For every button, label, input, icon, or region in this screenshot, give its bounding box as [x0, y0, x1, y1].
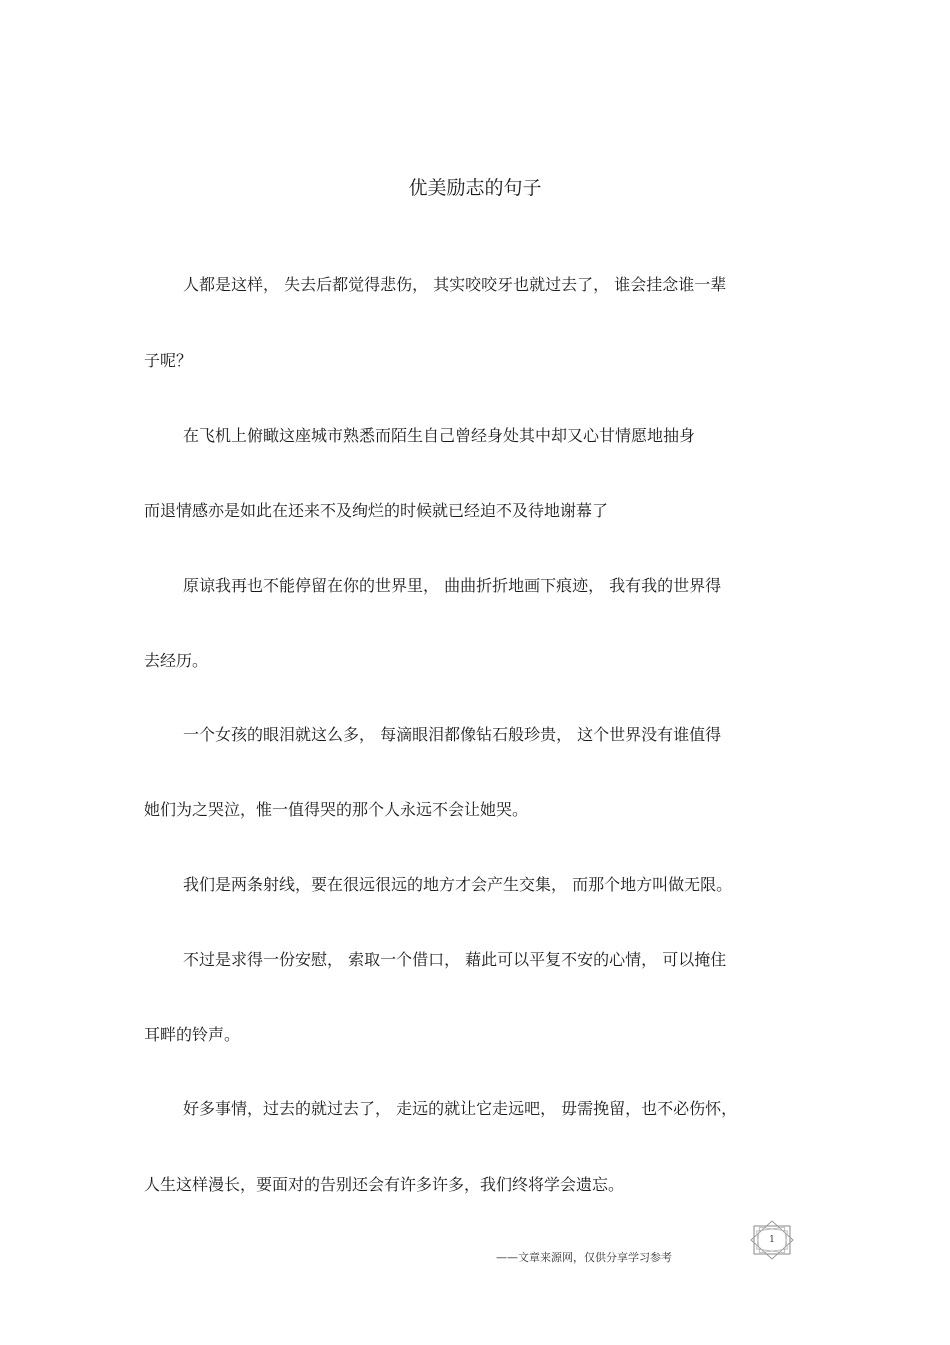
paragraph-line: 原谅我再也不能停留在你的世界里， 曲曲折折地画下痕迹， 我有我的世界得: [183, 576, 722, 595]
paragraph-line: 而退情感亦是如此在还来不及绚烂的时候就已经迫不及待地谢幕了: [144, 501, 609, 520]
source-note: ——文章来源网，仅供分享学习参考: [496, 1251, 672, 1264]
paragraph-line: 好多事情，过去的就过去了， 走远的就让它走远吧， 毋需挽留，也不必伤怀，: [183, 1099, 738, 1118]
page-number-badge: [748, 1220, 796, 1260]
page-number: 1: [769, 1235, 775, 1245]
paragraph-line: 在飞机上俯瞰这座城市熟悉而陌生自己曾经身处其中却又心甘情愿地抽身: [183, 426, 696, 445]
paragraph-line: 子呢？: [144, 351, 193, 370]
paragraph-line: 不过是求得一份安慰， 索取一个借口， 藉此可以平复不安的心情， 可以掩住: [183, 950, 727, 969]
paragraph-line: 人都是这样， 失去后都觉得悲伤， 其实咬咬牙也就过去了， 谁会挂念谁一辈: [183, 275, 727, 294]
page-title: 优美励志的句子: [408, 177, 542, 199]
paragraph-line: 人生这样漫长，要面对的告别还会有许多许多，我们终将学会遗忘。: [144, 1175, 625, 1194]
paragraph-line: 她们为之哭泣，惟一值得哭的那个人永远不会让她哭。: [144, 800, 529, 819]
paragraph-line: 一个女孩的眼泪就这么多， 每滴眼泪都像钻石般珍贵， 这个世界没有谁值得: [183, 725, 722, 744]
paragraph-line: 耳畔的铃声。: [144, 1025, 241, 1044]
paragraph-line: 去经历。: [144, 651, 209, 670]
paragraph-line: 我们是两条射线，要在很远很远的地方才会产生交集， 而那个地方叫做无限。: [183, 875, 733, 894]
